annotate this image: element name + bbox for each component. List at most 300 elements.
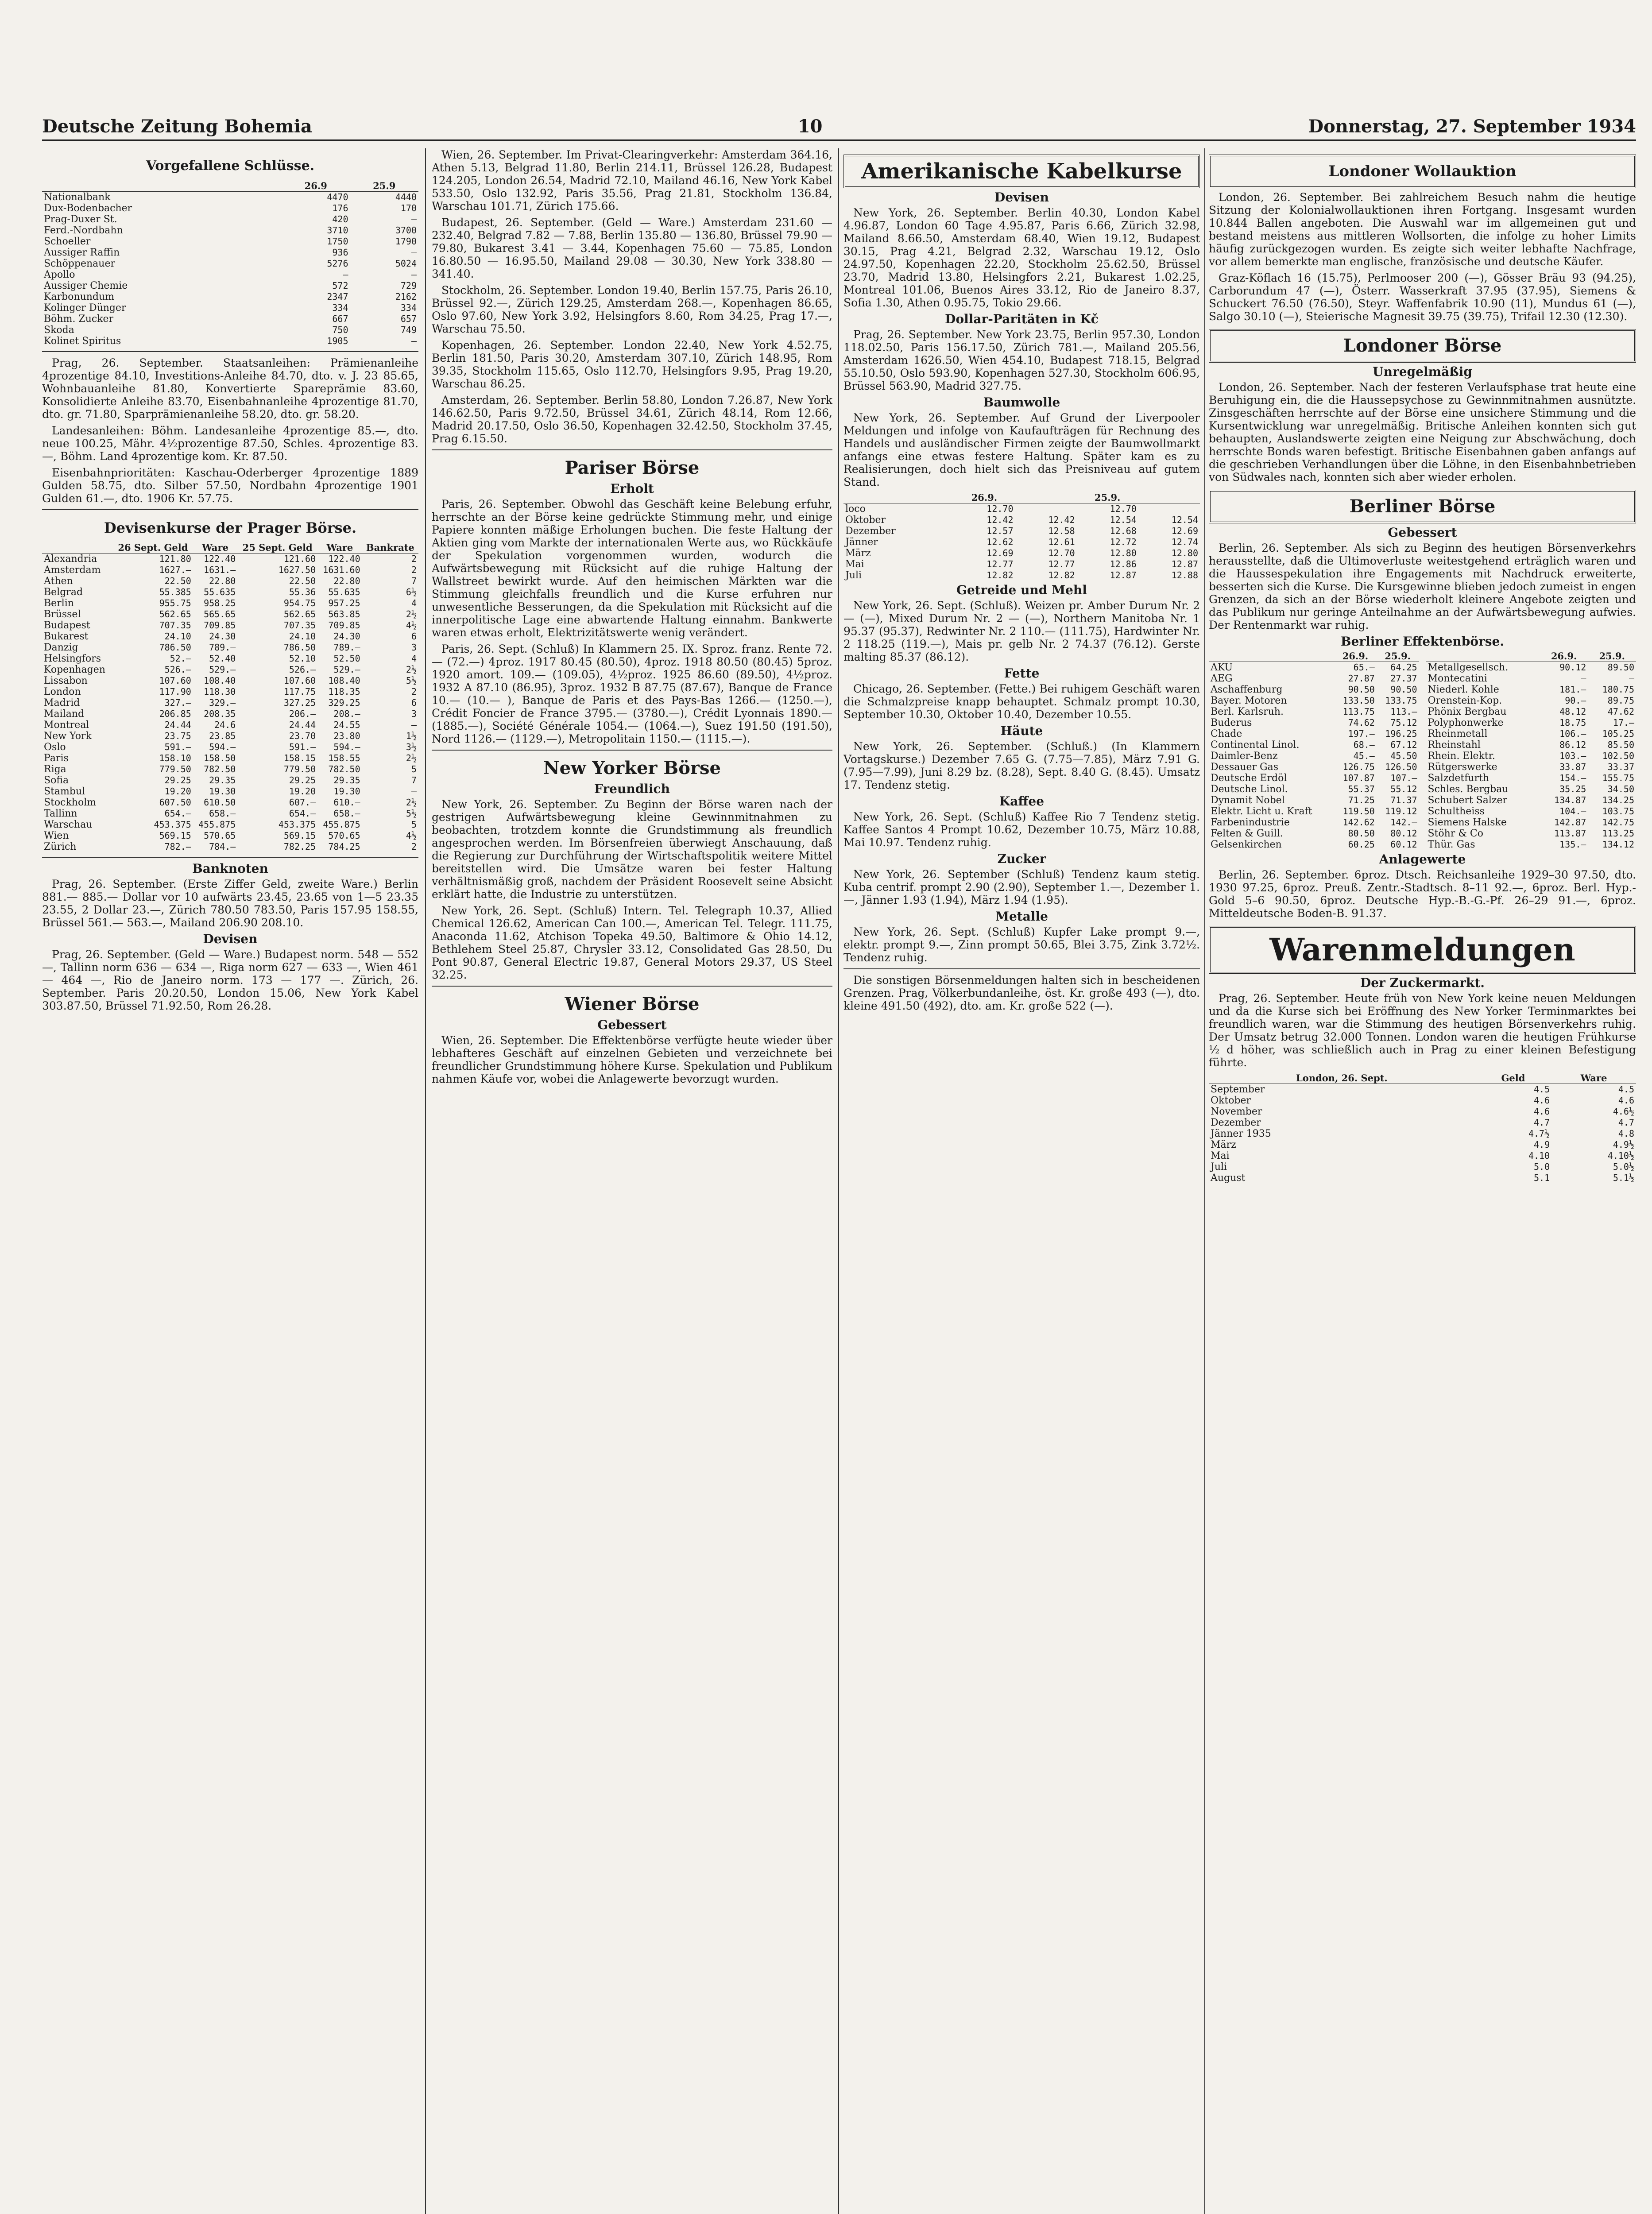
value-cell: 17.— xyxy=(1613,717,1634,728)
row-label-cell: Daimler-Benz xyxy=(1211,751,1278,762)
table-row xyxy=(1209,739,1419,751)
value-cell: 4470 xyxy=(327,192,348,202)
row-label-cell: Madrid xyxy=(44,697,80,708)
table-row xyxy=(1426,695,1637,706)
value-cell: — xyxy=(411,336,417,346)
row-label-cell: Budapest xyxy=(44,620,90,631)
value-cell: 121.80 xyxy=(159,554,191,564)
table-row xyxy=(843,537,1200,548)
schluesse-table-body xyxy=(42,192,418,347)
row-label-cell: März xyxy=(845,548,871,559)
table-row xyxy=(42,664,418,675)
value-cell: — xyxy=(411,269,417,280)
value-cell: 24.30 xyxy=(333,631,360,642)
row-label-cell: Stöhr & Co xyxy=(1428,828,1483,839)
row-label-cell: Skoda xyxy=(44,325,74,336)
baumwolle-table-body xyxy=(843,503,1200,581)
value-cell: 27.37 xyxy=(1390,673,1417,684)
value-cell: 33.37 xyxy=(1607,762,1634,772)
value-cell: 12.54 xyxy=(1171,515,1198,525)
table-row xyxy=(1209,817,1419,828)
row-label-cell: Warschau xyxy=(44,819,93,830)
table-row xyxy=(1426,817,1637,828)
value-cell: 570.65 xyxy=(328,830,360,841)
value-cell: 55.37 xyxy=(1348,784,1375,794)
row-label-cell: Lissabon xyxy=(44,675,88,686)
value-cell: 208.35 xyxy=(204,708,236,719)
table-row xyxy=(1209,673,1419,684)
value-cell: 6 xyxy=(411,631,417,642)
table-row xyxy=(42,225,418,236)
value-cell: 24.6 xyxy=(214,720,236,730)
value-cell: — xyxy=(1581,673,1586,684)
table-row xyxy=(1426,839,1637,850)
article-text: Prag, 26. September. Heute früh von New York keine neuen Meldungen und da die Kurse sich bei Eröffnung des New Yorker Terminmarktes bei freundlich waren, war die Stimmung des heutigen Börsenverkehrs ruhig. Der Umsatz betrug 32.000 Tonnen. London waren die heutigen Frühkurse ½ d höher, was schließlich auch in Prag zu einer kleinen Befestigung führte. xyxy=(1209,992,1636,1069)
value-cell: 52.40 xyxy=(209,653,236,664)
value-cell: 591.— xyxy=(164,742,191,752)
table-header-cell xyxy=(42,542,113,554)
row-label-cell: Montreal xyxy=(44,720,89,731)
row-label-cell: Athen xyxy=(44,576,73,587)
row-label-cell: Continental Linol. xyxy=(1211,739,1300,751)
value-cell: 71.37 xyxy=(1390,795,1417,805)
row-label-cell: Schoeller xyxy=(44,236,91,247)
table-row xyxy=(42,775,418,786)
section-title-getreide: Getreide und Mehl xyxy=(956,583,1087,597)
row-label-cell: Zürich xyxy=(44,841,77,852)
value-cell: 122.40 xyxy=(204,554,236,564)
value-cell: 6½ xyxy=(406,587,417,597)
table-row xyxy=(42,631,418,642)
value-cell: 55.635 xyxy=(328,587,360,597)
section-subtitle: Der Zuckermarkt. xyxy=(1360,975,1485,990)
value-cell: 180.75 xyxy=(1602,684,1634,695)
value-cell: 181.— xyxy=(1559,684,1586,695)
value-cell: 784.25 xyxy=(328,841,360,852)
value-cell: 113.— xyxy=(1390,706,1417,717)
value-cell: 2½ xyxy=(406,609,417,619)
value-cell: 565.65 xyxy=(204,609,236,619)
row-label-cell: Böhm. Zucker xyxy=(44,314,114,325)
row-label-cell: Kolinet Spiritus xyxy=(44,336,121,347)
column-rule xyxy=(838,148,839,2214)
row-label-cell: Mailand xyxy=(44,708,85,720)
value-cell: 47.62 xyxy=(1607,706,1634,717)
value-cell: 52.10 xyxy=(289,653,316,664)
row-label-cell: November xyxy=(1211,1106,1262,1117)
value-cell: 12.57 xyxy=(987,526,1014,536)
value-cell: 958.25 xyxy=(204,598,236,608)
value-cell: 455.875 xyxy=(198,819,236,830)
value-cell: 5.0 xyxy=(1533,1161,1550,1172)
row-label-cell: Dessauer Gas xyxy=(1211,762,1279,773)
row-label-cell: Amsterdam xyxy=(44,565,101,576)
table-row xyxy=(843,570,1200,581)
table-header-cell: 25.9. xyxy=(1377,650,1419,662)
article-text: Budapest, 26. September. (Geld — Ware.) Amsterdam 231.60 — 232.40, Belgrad 7.82 — 7.88, Berlin 135.80 — 136.80, Brüssel 79.90 — 79.80, Bukarest 3.41 — 3.44, Kopenhagen 75.60 — 75.85, London 16.80.50 — 16.95.50, Mailand 29.08 — 30.30, New York 338.80 — 341.40. xyxy=(432,216,832,280)
value-cell: — xyxy=(411,786,417,797)
section-title-wiener-boerse: Wiener Börse xyxy=(565,994,700,1014)
value-cell: 707.35 xyxy=(283,620,316,631)
value-cell: 936 xyxy=(332,247,348,258)
row-label-cell: Farbenindustrie xyxy=(1211,817,1290,828)
value-cell: 23.75 xyxy=(164,731,191,741)
value-cell: 158.55 xyxy=(328,753,360,763)
value-cell: 1627.— xyxy=(159,565,191,575)
article-text: Amsterdam, 26. September. Berlin 58.80, London 7.26.87, New York 146.62.50, Paris 9.72.50, Brüssel 34.61, Zürich 48.14, Rom 12.66, Madrid 20.17.50, Oslo 36.50, Kopenhagen 32.42.50, Stockholm 37.45, Prag 6.15.50. xyxy=(432,394,832,445)
value-cell: 4½ xyxy=(406,620,417,631)
table-row xyxy=(1209,1095,1636,1106)
value-cell: 118.35 xyxy=(328,686,360,697)
table-row xyxy=(1209,1173,1636,1184)
section-subtitle: Gebessert xyxy=(597,1018,667,1032)
value-cell: 22.50 xyxy=(164,576,191,586)
section-title-kabelkurse: Amerikanische Kabelkurse xyxy=(843,155,1200,188)
row-label-cell: Rheinstahl xyxy=(1428,739,1481,751)
row-label-cell: AEG xyxy=(1211,673,1233,684)
value-cell: 142.75 xyxy=(1602,817,1634,828)
section-title-metalle: Metalle xyxy=(995,909,1048,924)
value-cell: 105.25 xyxy=(1602,728,1634,739)
value-cell: 90.— xyxy=(1565,695,1586,706)
value-cell: 529.— xyxy=(333,664,360,675)
table-row xyxy=(1426,684,1637,695)
value-cell: 654.— xyxy=(164,808,191,819)
value-cell: 327.— xyxy=(164,697,191,708)
value-cell: 155.75 xyxy=(1602,773,1634,783)
value-cell: 4.7½ xyxy=(1528,1128,1550,1139)
value-cell: 569.15 xyxy=(283,830,316,841)
row-label-cell: Aschaffenburg xyxy=(1211,684,1283,695)
divider xyxy=(42,351,418,352)
table-row xyxy=(1209,839,1419,850)
table-header-row xyxy=(843,492,1200,503)
article-text: Paris, 26. September. Obwohl das Geschäft keine Belebung erfuhr, herrschte an der Börse keine gedrückte Stimmung mehr, und einige Papiere konnten mäßige Erholungen buchen. Die feste Haltung der Aktien ging vom Markte der internationalen Werte aus, wo Rückkäufe der Spekulation vorgenommen wurden, wodurch die Aufwärtsbewegung mit Rücksicht auf die ruhige Haltung der Wallstreet bewirkt wurde. Auf den heimischen Märkten war die Stimmung gleichfalls freundlich und die Kurse erfuhren nur unwesentliche Besserungen, da die Spekulation mit Rücksicht auf die innerpolitische Lage eine abwartende Haltung einnahm. Bankwerte waren etwas erholt, Elektrizitätswerte wenig verändert. xyxy=(432,498,832,639)
value-cell: 29.35 xyxy=(209,775,236,786)
table-header-cell: Bankrate xyxy=(362,542,418,554)
table-header-cell xyxy=(1015,492,1077,503)
value-cell: 782.— xyxy=(164,841,191,852)
value-cell: 658.— xyxy=(209,808,236,819)
value-cell: 64.25 xyxy=(1390,662,1417,673)
value-cell: 562.65 xyxy=(283,609,316,619)
value-cell: 104.— xyxy=(1559,806,1586,817)
value-cell: 4.8 xyxy=(1618,1128,1634,1139)
value-cell: 22.80 xyxy=(209,576,236,586)
value-cell: 12.82 xyxy=(1048,570,1075,581)
section-title-new-yorker-boerse: New Yorker Börse xyxy=(543,758,721,778)
table-row xyxy=(42,325,418,336)
value-cell: 453.375 xyxy=(278,819,316,830)
table-row xyxy=(42,192,418,203)
table-row xyxy=(1209,706,1419,717)
value-cell: 103.— xyxy=(1559,751,1586,761)
row-label-cell: Sofia xyxy=(44,775,69,786)
row-label-cell: Karbonundum xyxy=(44,291,115,302)
value-cell: 529.— xyxy=(209,664,236,675)
table-row xyxy=(42,742,418,753)
value-cell: 12.80 xyxy=(1110,548,1137,558)
row-label-cell: Dezember xyxy=(1211,1117,1261,1128)
row-label-cell: Polyphonwerke xyxy=(1428,717,1504,728)
row-label-cell: August xyxy=(1211,1173,1246,1184)
value-cell: 2 xyxy=(411,841,417,852)
table-header-row xyxy=(42,542,418,554)
value-cell: 12.42 xyxy=(1048,515,1075,525)
value-cell: 52.50 xyxy=(333,653,360,664)
divider xyxy=(42,509,418,510)
table-row xyxy=(42,554,418,565)
section-title-fette: Fette xyxy=(1004,666,1040,681)
value-cell: 2½ xyxy=(406,664,417,675)
section-title-devisenkurse: Devisenkurse der Prager Börse. xyxy=(104,519,357,536)
value-cell: 453.375 xyxy=(154,819,191,830)
divider xyxy=(432,449,832,450)
value-cell: 126.75 xyxy=(1342,762,1375,772)
value-cell: 35.25 xyxy=(1559,784,1586,794)
row-label-cell: Tallinn xyxy=(44,808,77,819)
value-cell: 19.20 xyxy=(164,786,191,797)
row-label-cell: Juli xyxy=(845,570,862,581)
value-cell: 158.10 xyxy=(159,753,191,763)
table-row xyxy=(1209,762,1419,773)
table-header-cell: 26 Sept. Geld xyxy=(113,542,193,554)
value-cell: 27.87 xyxy=(1348,673,1375,684)
value-cell: 18.75 xyxy=(1559,717,1586,728)
value-cell: 5.1½ xyxy=(1613,1173,1634,1183)
value-cell: 5.1 xyxy=(1533,1173,1550,1183)
value-cell: 610.50 xyxy=(204,797,236,808)
value-cell: 55.385 xyxy=(159,587,191,597)
effekten-left-body xyxy=(1209,662,1419,851)
table-row xyxy=(42,731,418,742)
value-cell: 4 xyxy=(411,653,417,664)
value-cell: 5 xyxy=(411,764,417,774)
value-cell: 133.50 xyxy=(1342,695,1375,706)
value-cell: 12.72 xyxy=(1110,537,1137,547)
value-cell: 4.7 xyxy=(1618,1117,1634,1128)
table-row xyxy=(1426,673,1637,684)
value-cell: 329.— xyxy=(209,697,236,708)
table-row xyxy=(42,598,418,609)
row-label-cell: Oktober xyxy=(1211,1095,1251,1106)
value-cell: 526.— xyxy=(289,664,316,675)
table-row xyxy=(42,609,418,620)
table-header-row xyxy=(42,180,418,192)
value-cell: 7 xyxy=(411,775,417,786)
row-label-cell: Jänner 1935 xyxy=(1211,1128,1271,1139)
table-row xyxy=(1426,751,1637,762)
value-cell: 4.5 xyxy=(1533,1084,1550,1095)
value-cell: 45.50 xyxy=(1390,751,1417,761)
section-subtitle: Erholt xyxy=(610,481,654,496)
table-row xyxy=(1209,828,1419,839)
value-cell: 709.85 xyxy=(204,620,236,631)
row-label-cell: Schultheiss xyxy=(1428,806,1485,817)
value-cell: 4.10 xyxy=(1528,1150,1550,1161)
value-cell: 119.50 xyxy=(1342,806,1375,817)
value-cell: 113.87 xyxy=(1554,828,1586,839)
value-cell: 133.75 xyxy=(1385,695,1417,706)
value-cell: 572 xyxy=(332,280,348,291)
value-cell: 85.50 xyxy=(1607,739,1634,750)
value-cell xyxy=(1015,503,1077,515)
value-cell: 957.25 xyxy=(328,598,360,608)
value-cell: — xyxy=(343,269,348,280)
value-cell: 955.75 xyxy=(159,598,191,608)
value-cell: 654.— xyxy=(289,808,316,819)
value-cell: 108.40 xyxy=(328,675,360,686)
table-header-cell: Ware xyxy=(317,542,362,554)
article-text: Stockholm, 26. September. London 19.40, Berlin 157.75, Paris 26.10, Brüssel 92.—, Zürich 129.25, Amsterdam 268.—, Kopenhagen 86.65, Oslo 97.60, New York 3.92, Helsingfors 8.60, Rom 34.25, Prag 17.—, Warschau 75.50. xyxy=(432,284,832,335)
value-cell: 4 xyxy=(411,598,417,608)
table-row xyxy=(42,314,418,325)
value-cell: 12.69 xyxy=(1171,526,1198,536)
zucker-london-table xyxy=(1209,1072,1636,1184)
value-cell: 1½ xyxy=(406,731,417,741)
value-cell: 23.85 xyxy=(209,731,236,741)
row-label-cell: Wien xyxy=(44,830,69,841)
row-label-cell: Helsingfors xyxy=(44,653,101,664)
value-cell: 5½ xyxy=(406,675,417,686)
section-title-devisen: Devisen xyxy=(203,932,258,946)
value-cell: 591.— xyxy=(289,742,316,752)
value-cell: 33.87 xyxy=(1559,762,1586,772)
article-text: New York, 26. September (Schluß) Tendenz kaum stetig. Kuba centrif. prompt 2.90 (2.90), September 1.—, Dezember 1.—, Jänner 1.93 (1.94), März 1.94 (1.95). xyxy=(843,868,1200,906)
section-title-dollar-paritaeten: Dollar-Paritäten in Kč xyxy=(945,312,1099,326)
article-text: New York, 26. Sept. (Schluß). Weizen pr. Amber Durum Nr. 2 — (—), Mixed Durum Nr. 2 — (—), Northern Manitoba Nr. 1 95.37 (95.37), Redwinter Nr. 2 110.— (111.75), Hardwinter Nr. 2 118.25 (119.—), Mais pr. gelb Nr. 2 74.37 (76.12). Gerste malting 85.37 (86.12). xyxy=(843,599,1200,663)
section-subtitle: Gebessert xyxy=(1388,525,1457,540)
table-header-row xyxy=(1426,650,1637,662)
table-header-cell xyxy=(843,492,953,503)
table-header-cell xyxy=(42,180,282,192)
value-cell: 610.— xyxy=(333,797,360,808)
value-cell: 90.50 xyxy=(1390,684,1417,695)
table-row xyxy=(42,808,418,819)
row-label-cell: Gelsenkirchen xyxy=(1211,839,1282,850)
value-cell: 119.12 xyxy=(1385,806,1417,817)
table-row xyxy=(42,753,418,764)
value-cell: 594.— xyxy=(209,742,236,752)
value-cell: 707.35 xyxy=(159,620,191,631)
column-2 xyxy=(432,148,832,2214)
value-cell: 12.86 xyxy=(1110,559,1137,569)
table-header-cell: 25.9. xyxy=(1588,650,1636,662)
value-cell: 749 xyxy=(400,325,417,335)
table-header-cell: 25 Sept. Geld xyxy=(237,542,317,554)
article-text: Prag, 26. September. (Geld — Ware.) Budapest norm. 548 — 552 —, Tallinn norm 636 — 634 —, Riga norm 627 — 633 —, Wien 461 — 464 —, Rio de Janeiro norm. 173 — 177 —. Zürich, 26. September. Paris 20.20.50, London 15.06, New York Kabel 303.87.50, Brüssel 71.92.50, Rom 26.28. xyxy=(42,948,418,1012)
article-text: Graz-Köflach 16 (15.75), Perlmooser 200 (—), Gösser Bräu 93 (94.25), Carborundum 47 (—), Österr. Wasserkraft 37.95 (37.95), Siemens & Schuckert 76.50 (76.50), Steyr. Waffenfabrik 10.90 (11), Mundus 61 (—), Salgo 30.10 (—), Steierische Magnesit 39.75 (39.75), Trifail 12.30 (12.30). xyxy=(1209,271,1636,323)
section-title-pariser-boerse: Pariser Börse xyxy=(565,457,700,478)
row-label-cell: Deutsche Erdöl xyxy=(1211,773,1287,784)
value-cell: 89.50 xyxy=(1607,662,1634,673)
value-cell: 67.12 xyxy=(1390,739,1417,750)
column-1 xyxy=(42,148,418,2214)
section-title-zucker: Zucker xyxy=(997,852,1046,866)
table-row xyxy=(42,214,418,225)
row-label-cell: Schöppenauer xyxy=(44,258,115,269)
value-cell: 455.875 xyxy=(323,819,360,830)
table-row xyxy=(1209,1084,1636,1095)
value-cell: 327.25 xyxy=(283,697,316,708)
section-title-effektenboerse: Berliner Effektenbörse. xyxy=(1340,634,1505,649)
value-cell: 142.— xyxy=(1390,817,1417,828)
value-cell: 206.85 xyxy=(159,708,191,719)
value-cell: 12.87 xyxy=(1171,559,1198,569)
table-row xyxy=(1209,717,1419,728)
table-row xyxy=(1209,784,1419,795)
value-cell: 122.40 xyxy=(328,554,360,564)
table-header-cell: 26.9. xyxy=(1334,650,1377,662)
value-cell: 6 xyxy=(411,697,417,708)
row-label-cell: September xyxy=(1211,1084,1265,1095)
value-cell: 24.30 xyxy=(209,631,236,642)
row-label-cell: London xyxy=(44,686,81,697)
table-row xyxy=(1209,773,1419,784)
value-cell: 117.75 xyxy=(283,686,316,697)
table-row xyxy=(843,526,1200,537)
table-header-cell: 26.9. xyxy=(953,492,1015,503)
row-label-cell: Alexandria xyxy=(44,554,97,565)
schluesse-table xyxy=(42,180,418,347)
value-cell: 24.55 xyxy=(333,720,360,730)
value-cell: 71.25 xyxy=(1348,795,1375,805)
value-cell: 24.44 xyxy=(164,720,191,730)
section-subtitle: Unregelmäßig xyxy=(1373,364,1472,379)
table-row xyxy=(42,203,418,214)
table-row xyxy=(1426,717,1637,728)
article-text: Berlin, 26. September. Als sich zu Beginn des heutigen Börsenverkehrs herausstellte, daß die Ultimoverluste weitestgehend erträglich waren und die Haussespekulation ihre Engagements mit Nachdruck erweiterte, besserten sich die Kurse. Die Kursgewinne blieben jedoch zumeist in engen Grenzen, da sich an der Börse wiederholt kleinere Angebote zeigten und das Publikum nur geringe Anteilnahme an der Aufwärtsbewegung aufwies. Der Rentenmarkt war ruhig. xyxy=(1209,542,1636,631)
value-cell: 126.50 xyxy=(1385,762,1417,772)
value-cell: 55.635 xyxy=(204,587,236,597)
row-label-cell: Bayer. Motoren xyxy=(1211,695,1287,706)
article-text: New York, 26. September. (Schluß.) (In Klammern Vortagskurse.) Dezember 7.65 G. (7.75—7.85), März 7.91 G. (7.95—7.99), Juni 8.29 bz. (8.28), Sept. 8.40 G. (8.45). Umsatz 17. Tendenz stetig. xyxy=(843,740,1200,791)
value-cell: 48.12 xyxy=(1559,706,1586,717)
column-3 xyxy=(843,148,1200,2214)
section-title-londoner-boerse: Londoner Börse xyxy=(1209,329,1636,363)
effekten-right-body xyxy=(1426,662,1637,851)
row-label-cell: Nationalbank xyxy=(44,192,111,203)
divider xyxy=(432,986,832,987)
table-header-row xyxy=(1209,1072,1636,1084)
value-cell: 2 xyxy=(411,686,417,697)
value-cell: 206.— xyxy=(289,708,316,719)
value-cell: 4440 xyxy=(395,192,417,202)
value-cell: 657 xyxy=(400,314,417,324)
value-cell: 5.0½ xyxy=(1613,1161,1634,1172)
row-label-cell: Apollo xyxy=(44,269,75,280)
value-cell: 12.62 xyxy=(987,537,1014,547)
value-cell: 23.80 xyxy=(333,731,360,741)
table-header-cell: 26.9 xyxy=(282,180,350,192)
row-label-cell: März xyxy=(1211,1139,1236,1150)
article-text: New York, 26. Sept. (Schluß) Kaffee Rio 7 Tendenz stetig. Kaffee Santos 4 Prompt 10.62, Dezember 10.75, März 10.88, Mai 10.97. Tendenz ruhig. xyxy=(843,810,1200,849)
effekten-table-left xyxy=(1209,650,1419,850)
value-cell: 142.87 xyxy=(1554,817,1586,828)
value-cell: 86.12 xyxy=(1559,739,1586,750)
article-text: Landesanleihen: Böhm. Landesanleihe 4prozentige 85.—, dto. neue 100.25, Mähr. 4½prozentige 87.50, Schles. 4prozentige 83.—, Böhm. Land 4prozentige kom. Kr. 87.50. xyxy=(42,424,418,463)
value-cell: 90.12 xyxy=(1559,662,1586,673)
value-cell: 12.80 xyxy=(1171,548,1198,558)
row-label-cell: Paris xyxy=(44,753,69,764)
column-rule xyxy=(425,148,426,2214)
value-cell: 107.60 xyxy=(283,675,316,686)
table-row xyxy=(1426,706,1637,717)
value-cell: 3710 xyxy=(327,225,348,236)
table-row xyxy=(42,830,418,841)
table-header-cell: 25.9. xyxy=(1077,492,1138,503)
value-cell: 4.6 xyxy=(1533,1106,1550,1117)
